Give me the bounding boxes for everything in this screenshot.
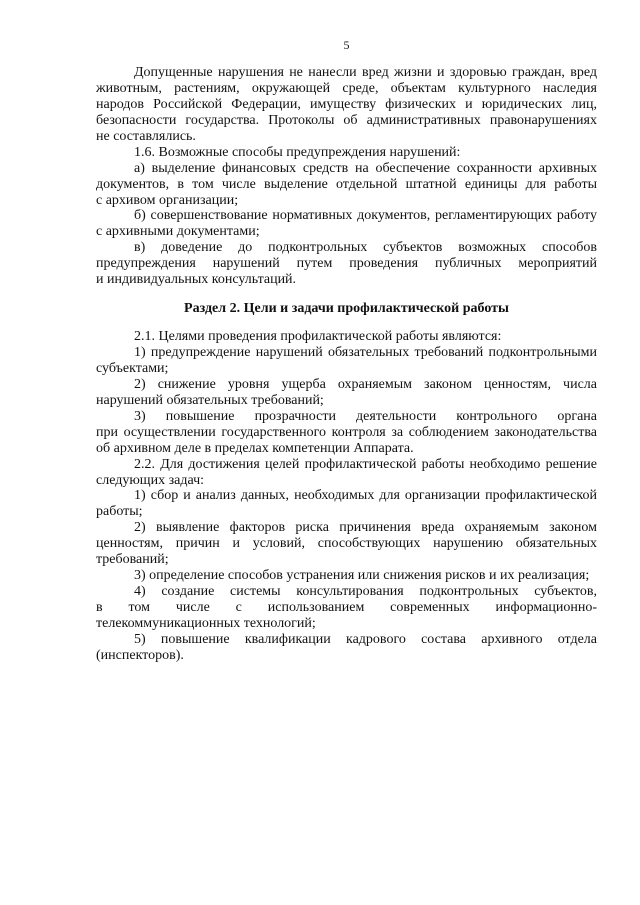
task-item-5	[96, 632, 597, 664]
text-line: 4) создание системы консультирования подконтрольных субъектов,	[134, 584, 597, 600]
text-line: животным, растениям, окружающей среде, объектам культурного наследия	[96, 80, 597, 96]
text-line: 1) сбор и анализ данных, необходимых для организации профилактической	[134, 488, 597, 504]
text-line: с архивными документами;	[96, 224, 260, 240]
text-line: в том числе с использованием современных информационно-	[96, 600, 597, 615]
goal-item-2	[96, 377, 597, 409]
text-line: 3) определение способов устранения или снижения рисков и их реализация;	[134, 568, 590, 584]
list-item-v-consultations	[96, 240, 597, 288]
list-item-a-funding	[96, 161, 597, 209]
text-line: субъектами;	[96, 360, 169, 376]
list-item-b-regulations	[96, 208, 597, 240]
paragraph-consequences	[96, 65, 597, 145]
text-line: Допущенные нарушения не нанесли вред жизни и здоровью граждан, вред	[134, 65, 597, 80]
text-line: при осуществлении государственного контроля за соблюдением законодательства	[96, 424, 597, 440]
text-line: не составлялись.	[96, 128, 196, 144]
paragraph-2-1-goals	[96, 329, 597, 345]
task-item-3	[96, 568, 597, 584]
text-line: нарушений обязательных требований;	[96, 392, 324, 408]
text-line: с архивом организации;	[96, 192, 239, 208]
text-line: 1) предупреждение нарушений обязательных требований подконтрольными	[134, 345, 597, 360]
goal-item-3	[96, 409, 597, 457]
text-line: ценностям, причин и условий, способствующих нарушению обязательных	[96, 536, 597, 552]
text-line: народов Российской Федерации, имуществу физических и юридических лиц,	[96, 96, 597, 112]
text-line: требований;	[96, 552, 169, 568]
text-line: предупреждения нарушений путем проведения публичных мероприятий	[96, 256, 597, 272]
text-line: 2) снижение уровня ущерба охраняемым законом ценностям, числа	[134, 376, 597, 392]
goal-item-1	[96, 345, 597, 377]
text-line: телекоммуникационных технологий;	[96, 615, 316, 631]
text-line: 1.6. Возможные способы предупреждения нарушений:	[134, 144, 461, 160]
text-line: (инспекторов).	[96, 647, 184, 663]
text-line: об архивном деле в пределах компетенции Аппарата.	[96, 440, 414, 456]
text-line: 2.2. Для достижения целей профилактической работы необходимо решение	[134, 456, 597, 472]
text-line: 5) повышение квалификации кадрового состава архивного отдела	[134, 631, 597, 647]
text-line: документов, в том числе выделение отдельной штатной единицы для работы	[96, 176, 597, 192]
text-line: и индивидуальных консультаций.	[96, 272, 297, 288]
text-line: 2) выявление факторов риска причинения вреда охраняемым законом	[134, 520, 597, 536]
text-line: 2.1. Целями проведения профилактической работы являются:	[134, 329, 502, 345]
text-line: а) выделение финансовых средств на обеспечение сохранности архивных	[134, 160, 597, 176]
paragraph-2-2-tasks	[96, 457, 597, 489]
document-body	[96, 65, 597, 664]
task-item-1	[96, 488, 597, 520]
text-line: б) совершенствование нормативных документов, регламентирующих работу	[134, 208, 597, 224]
text-line: следующих задач:	[96, 472, 205, 488]
text-line: 3) повышение прозрачности деятельности контрольного органа	[134, 408, 597, 424]
section-heading: Раздел 2. Цели и задачи профилактической работы	[184, 301, 509, 317]
page-number: 5	[343, 38, 350, 52]
text-line: безопасности государства. Протоколы об административных правонарушениях	[96, 112, 597, 128]
text-line: в) доведение до подконтрольных субъектов возможных способов	[134, 240, 597, 256]
task-item-4	[96, 584, 597, 632]
paragraph-1-6-prevention-methods	[96, 145, 597, 161]
text-line: работы;	[96, 504, 143, 520]
task-item-2	[96, 520, 597, 568]
